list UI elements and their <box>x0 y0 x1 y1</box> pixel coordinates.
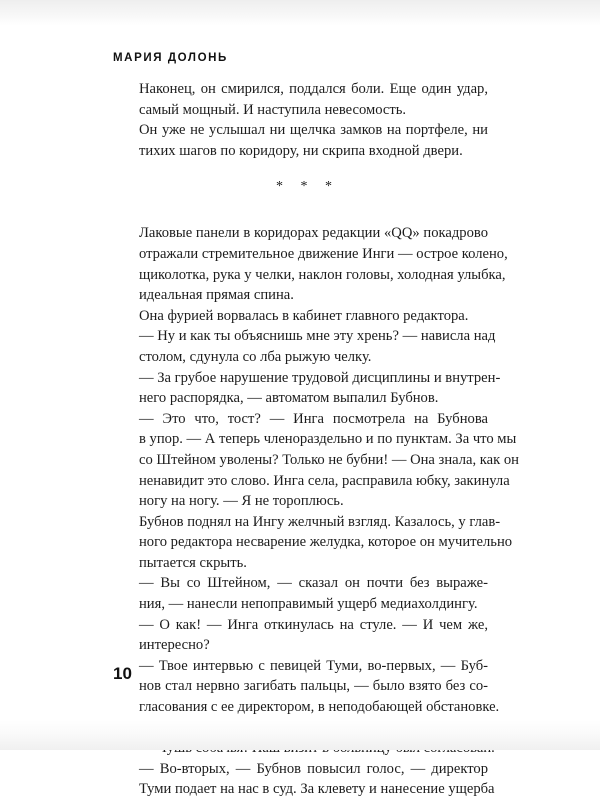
text-line: ненавидит это слово. Инга села, расправила юбку, закинула <box>139 472 510 489</box>
paragraph <box>113 306 488 327</box>
text-line: Она фурией ворвалась в кабинет главного редактора. <box>139 307 469 324</box>
text-line: — Это что, тост? — Инга посмотрела на Бубнова <box>139 410 488 427</box>
text-line: него распорядка, — автоматом выпалил Бубнов. <box>139 390 439 407</box>
text-line: пытается скрыть. <box>139 554 247 571</box>
paragraph <box>113 368 501 409</box>
text-line: — Вы со Штейном, — сказал он почти без выраже- <box>139 575 488 592</box>
text-line: гласования с ее директором, в неподобающей обстановке. <box>139 699 500 716</box>
paragraph <box>113 120 488 161</box>
text-line: — Во-вторых, — Бубнов повысил голос, — директор <box>139 760 488 777</box>
text-line: со Штейном уволены? Только не бубни! — Она знала, как он <box>139 451 519 468</box>
paragraph <box>113 615 488 656</box>
running-head-author: МАРИЯ ДОЛОНЬ <box>113 52 228 64</box>
text-line: отражали стремительное движение Инги — острое колено, <box>139 245 508 262</box>
text-section-after <box>113 223 519 800</box>
text-line: нов стал нервно загибать пальцы, — было взято без со- <box>139 678 488 695</box>
paragraph <box>113 326 496 367</box>
text-line: Наконец, он смирился, поддался боли. Еще один удар, <box>139 81 488 97</box>
text-line: Туми подает на нас в суд. За клевету и нанесение ущерба <box>139 781 495 798</box>
page-text <box>113 79 519 800</box>
paragraph <box>113 512 513 574</box>
text-line: ногу на ногу. — Я не тороплюсь. <box>139 493 344 510</box>
text-line: тихих шагов по коридору, ни скрипа входной двери. <box>139 142 463 159</box>
page-top-edge <box>0 0 600 26</box>
text-line: столом, сдунула со лба рыжую челку. <box>139 348 372 365</box>
paragraph <box>113 573 488 614</box>
text-line: ного редактора несварение желудка, которое он мучительно <box>139 534 513 551</box>
text-line: самый мощный. И наступила невесомость. <box>139 101 407 118</box>
page-number: 10 <box>113 664 132 683</box>
text-line: — Твое интервью с певицей Туми, во-первых, — Буб- <box>139 657 488 674</box>
paragraph <box>113 79 488 120</box>
text-line: — За грубое нарушение трудовой дисциплины и внутрен- <box>139 369 501 386</box>
text-section-before <box>113 79 488 161</box>
paragraph <box>113 759 495 800</box>
text-line: ния, — нанесли непоправимый ущерб медиахолдингу. <box>139 596 478 613</box>
page-bottom-edge <box>0 720 600 750</box>
text-line: — Ну и как ты объяснишь мне эту хрень? — нависла над <box>139 328 496 345</box>
text-line: интересно? <box>139 637 210 654</box>
text-line: Он уже не услышал ни щелчка замков на портфеле, ни <box>139 122 488 139</box>
text-line: — О как! — Инга откинулась на стуле. — И чем же, <box>139 616 488 633</box>
text-line: Лаковые панели в коридорах редакции «QQ» покадрово <box>139 225 488 242</box>
text-line: Бубнов поднял на Ингу желчный взгляд. Казалось, у глав- <box>139 513 501 530</box>
section-spacer <box>113 213 488 223</box>
text-line: щиколотка, рука у челки, наклон головы, холодная улыбка, <box>139 266 506 283</box>
paragraph <box>113 223 508 305</box>
text-line: в упор. — А теперь членораздельно и по пунктам. За что мы <box>139 431 517 448</box>
text-line: идеальная прямая спина. <box>139 287 294 304</box>
paragraph <box>113 409 519 512</box>
scene-separator: * * * <box>276 179 339 195</box>
